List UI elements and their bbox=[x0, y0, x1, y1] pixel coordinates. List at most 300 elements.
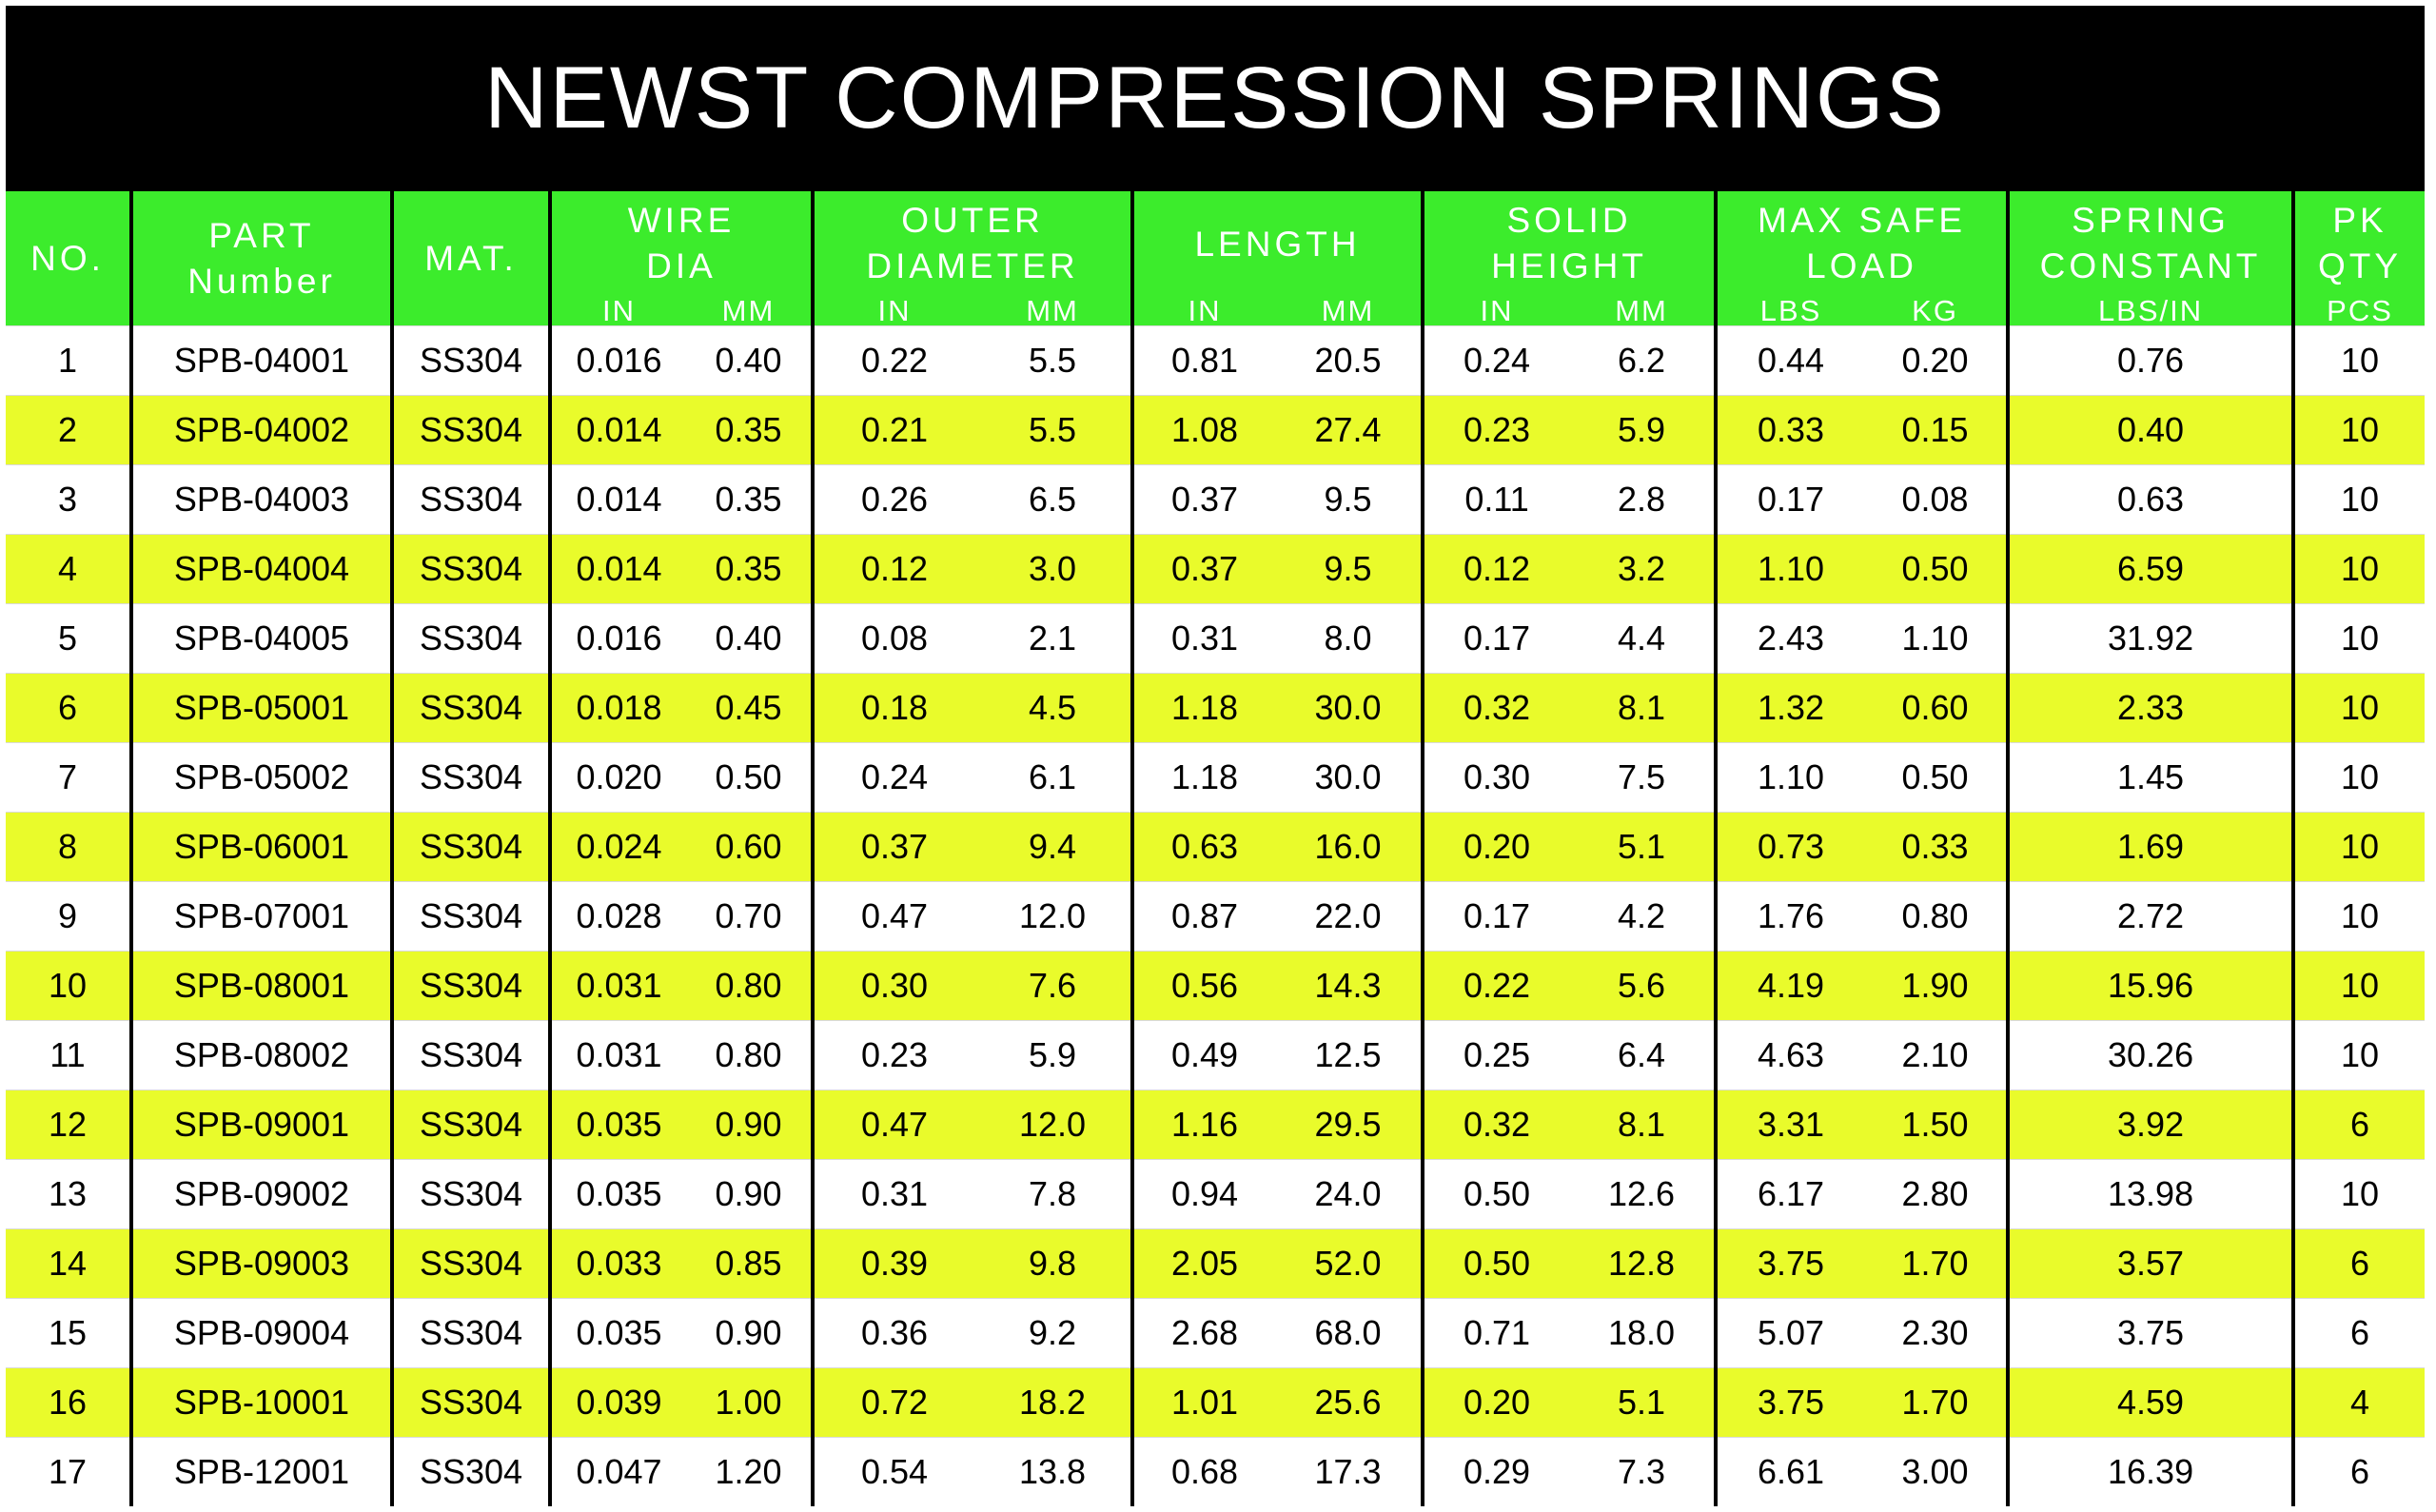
cell-load-lbs: 3.31 bbox=[1716, 1090, 1864, 1160]
cell-solid-mm: 5.1 bbox=[1569, 1368, 1716, 1438]
cell-length-mm: 30.0 bbox=[1275, 743, 1423, 813]
cell-outer-in: 0.36 bbox=[813, 1299, 974, 1368]
cell-outer-mm: 5.5 bbox=[974, 396, 1132, 465]
cell-outer-mm: 5.5 bbox=[974, 326, 1132, 396]
cell-spring-constant: 0.40 bbox=[2008, 396, 2293, 465]
cell-spring-constant: 15.96 bbox=[2008, 952, 2293, 1021]
cell-wire-mm: 0.70 bbox=[686, 882, 813, 952]
cell-part-number: SPB-07001 bbox=[131, 882, 392, 952]
cell-load-lbs: 0.73 bbox=[1716, 813, 1864, 882]
cell-load-kg: 0.80 bbox=[1864, 882, 2008, 952]
cell-wire-mm: 1.00 bbox=[686, 1368, 813, 1438]
cell-solid-in: 0.29 bbox=[1423, 1438, 1569, 1507]
cell-material: SS304 bbox=[392, 1299, 550, 1368]
cell-outer-mm: 18.2 bbox=[974, 1368, 1132, 1438]
cell-wire-mm: 0.90 bbox=[686, 1160, 813, 1229]
cell-part-number: SPB-09003 bbox=[131, 1229, 392, 1299]
cell-part-number: SPB-09004 bbox=[131, 1299, 392, 1368]
cell-length-mm: 27.4 bbox=[1275, 396, 1423, 465]
cell-outer-in: 0.37 bbox=[813, 813, 974, 882]
cell-load-lbs: 1.10 bbox=[1716, 743, 1864, 813]
cell-solid-mm: 4.2 bbox=[1569, 882, 1716, 952]
cell-load-kg: 2.30 bbox=[1864, 1299, 2008, 1368]
cell-no: 6 bbox=[6, 674, 131, 743]
cell-wire-in: 0.020 bbox=[550, 743, 686, 813]
cell-spring-constant: 31.92 bbox=[2008, 604, 2293, 674]
cell-wire-in: 0.024 bbox=[550, 813, 686, 882]
spec-sheet bbox=[6, 6, 2425, 1506]
cell-material: SS304 bbox=[392, 882, 550, 952]
cell-wire-mm: 0.35 bbox=[686, 396, 813, 465]
cell-outer-in: 0.22 bbox=[813, 326, 974, 396]
cell-part-number: SPB-05001 bbox=[131, 674, 392, 743]
cell-length-mm: 12.5 bbox=[1275, 1021, 1423, 1090]
unit-load-lbs: LBS bbox=[1716, 296, 1864, 326]
header-outer-diameter: OUTER DIAMETER bbox=[813, 191, 1132, 296]
table-row bbox=[6, 813, 2425, 882]
cell-outer-in: 0.47 bbox=[813, 882, 974, 952]
cell-spring-constant: 3.57 bbox=[2008, 1229, 2293, 1299]
unit-wire-in: IN bbox=[550, 296, 686, 326]
cell-load-lbs: 0.33 bbox=[1716, 396, 1864, 465]
cell-solid-in: 0.30 bbox=[1423, 743, 1569, 813]
cell-load-kg: 0.15 bbox=[1864, 396, 2008, 465]
cell-spring-constant: 3.92 bbox=[2008, 1090, 2293, 1160]
table-body bbox=[6, 326, 2425, 1507]
unit-length-in: IN bbox=[1132, 296, 1275, 326]
cell-pk-qty: 10 bbox=[2293, 1160, 2425, 1229]
cell-solid-in: 0.17 bbox=[1423, 604, 1569, 674]
cell-load-lbs: 0.17 bbox=[1716, 465, 1864, 535]
cell-part-number: SPB-09002 bbox=[131, 1160, 392, 1229]
cell-length-in: 0.56 bbox=[1132, 952, 1275, 1021]
table-header bbox=[6, 191, 2425, 326]
cell-solid-mm: 3.2 bbox=[1569, 535, 1716, 604]
cell-material: SS304 bbox=[392, 326, 550, 396]
cell-solid-mm: 7.3 bbox=[1569, 1438, 1716, 1507]
cell-length-mm: 24.0 bbox=[1275, 1160, 1423, 1229]
cell-outer-mm: 4.5 bbox=[974, 674, 1132, 743]
cell-no: 1 bbox=[6, 326, 131, 396]
cell-material: SS304 bbox=[392, 396, 550, 465]
cell-part-number: SPB-10001 bbox=[131, 1368, 392, 1438]
cell-length-mm: 9.5 bbox=[1275, 465, 1423, 535]
cell-length-mm: 14.3 bbox=[1275, 952, 1423, 1021]
cell-wire-in: 0.031 bbox=[550, 1021, 686, 1090]
cell-material: SS304 bbox=[392, 1090, 550, 1160]
cell-load-lbs: 1.10 bbox=[1716, 535, 1864, 604]
cell-outer-in: 0.30 bbox=[813, 952, 974, 1021]
cell-outer-mm: 9.8 bbox=[974, 1229, 1132, 1299]
cell-solid-mm: 18.0 bbox=[1569, 1299, 1716, 1368]
cell-material: SS304 bbox=[392, 743, 550, 813]
header-max-safe-load: MAX SAFE LOAD bbox=[1716, 191, 2008, 296]
unit-length-mm: MM bbox=[1275, 296, 1423, 326]
header-wire-dia: WIRE DIA bbox=[550, 191, 813, 296]
cell-pk-qty: 10 bbox=[2293, 326, 2425, 396]
cell-solid-mm: 6.2 bbox=[1569, 326, 1716, 396]
cell-no: 10 bbox=[6, 952, 131, 1021]
cell-wire-in: 0.014 bbox=[550, 535, 686, 604]
cell-material: SS304 bbox=[392, 1229, 550, 1299]
cell-pk-qty: 6 bbox=[2293, 1090, 2425, 1160]
cell-wire-mm: 0.85 bbox=[686, 1229, 813, 1299]
cell-solid-in: 0.22 bbox=[1423, 952, 1569, 1021]
table-row bbox=[6, 1299, 2425, 1368]
cell-pk-qty: 10 bbox=[2293, 743, 2425, 813]
cell-length-in: 0.81 bbox=[1132, 326, 1275, 396]
cell-outer-mm: 9.2 bbox=[974, 1299, 1132, 1368]
cell-no: 9 bbox=[6, 882, 131, 952]
cell-solid-in: 0.50 bbox=[1423, 1229, 1569, 1299]
cell-solid-mm: 12.8 bbox=[1569, 1229, 1716, 1299]
unit-const: LBS/IN bbox=[2008, 296, 2293, 326]
cell-pk-qty: 10 bbox=[2293, 882, 2425, 952]
cell-load-kg: 1.50 bbox=[1864, 1090, 2008, 1160]
unit-load-kg: KG bbox=[1864, 296, 2008, 326]
cell-length-in: 0.94 bbox=[1132, 1160, 1275, 1229]
cell-solid-in: 0.50 bbox=[1423, 1160, 1569, 1229]
cell-wire-mm: 0.90 bbox=[686, 1299, 813, 1368]
cell-solid-in: 0.25 bbox=[1423, 1021, 1569, 1090]
cell-length-mm: 68.0 bbox=[1275, 1299, 1423, 1368]
unit-pk: PCS bbox=[2293, 296, 2425, 326]
cell-outer-mm: 2.1 bbox=[974, 604, 1132, 674]
cell-length-in: 1.18 bbox=[1132, 743, 1275, 813]
spring-spec-table bbox=[6, 191, 2425, 1506]
cell-solid-mm: 5.6 bbox=[1569, 952, 1716, 1021]
cell-part-number: SPB-04002 bbox=[131, 396, 392, 465]
cell-load-kg: 0.20 bbox=[1864, 326, 2008, 396]
cell-part-number: SPB-08002 bbox=[131, 1021, 392, 1090]
cell-spring-constant: 30.26 bbox=[2008, 1021, 2293, 1090]
cell-wire-in: 0.035 bbox=[550, 1160, 686, 1229]
cell-load-lbs: 6.61 bbox=[1716, 1438, 1864, 1507]
table-row bbox=[6, 1021, 2425, 1090]
cell-spring-constant: 0.63 bbox=[2008, 465, 2293, 535]
cell-outer-mm: 5.9 bbox=[974, 1021, 1132, 1090]
cell-length-in: 1.08 bbox=[1132, 396, 1275, 465]
cell-length-mm: 25.6 bbox=[1275, 1368, 1423, 1438]
cell-outer-in: 0.24 bbox=[813, 743, 974, 813]
table-row bbox=[6, 396, 2425, 465]
cell-part-number: SPB-04003 bbox=[131, 465, 392, 535]
cell-outer-in: 0.47 bbox=[813, 1090, 974, 1160]
cell-spring-constant: 0.76 bbox=[2008, 326, 2293, 396]
cell-wire-mm: 0.40 bbox=[686, 604, 813, 674]
table-row bbox=[6, 952, 2425, 1021]
cell-material: SS304 bbox=[392, 674, 550, 743]
cell-length-mm: 17.3 bbox=[1275, 1438, 1423, 1507]
cell-material: SS304 bbox=[392, 465, 550, 535]
cell-length-in: 0.49 bbox=[1132, 1021, 1275, 1090]
cell-wire-mm: 0.80 bbox=[686, 952, 813, 1021]
cell-part-number: SPB-12001 bbox=[131, 1438, 392, 1507]
cell-wire-in: 0.035 bbox=[550, 1299, 686, 1368]
cell-wire-in: 0.047 bbox=[550, 1438, 686, 1507]
cell-solid-mm: 8.1 bbox=[1569, 1090, 1716, 1160]
cell-pk-qty: 6 bbox=[2293, 1229, 2425, 1299]
cell-solid-in: 0.24 bbox=[1423, 326, 1569, 396]
cell-pk-qty: 10 bbox=[2293, 952, 2425, 1021]
cell-outer-mm: 12.0 bbox=[974, 1090, 1132, 1160]
cell-part-number: SPB-05002 bbox=[131, 743, 392, 813]
cell-load-lbs: 1.76 bbox=[1716, 882, 1864, 952]
cell-length-in: 0.63 bbox=[1132, 813, 1275, 882]
cell-length-mm: 29.5 bbox=[1275, 1090, 1423, 1160]
cell-length-in: 0.87 bbox=[1132, 882, 1275, 952]
cell-load-kg: 0.33 bbox=[1864, 813, 2008, 882]
cell-outer-mm: 7.8 bbox=[974, 1160, 1132, 1229]
cell-load-kg: 1.10 bbox=[1864, 604, 2008, 674]
cell-outer-in: 0.54 bbox=[813, 1438, 974, 1507]
table-row bbox=[6, 535, 2425, 604]
cell-no: 3 bbox=[6, 465, 131, 535]
cell-length-in: 2.05 bbox=[1132, 1229, 1275, 1299]
cell-pk-qty: 10 bbox=[2293, 465, 2425, 535]
table-row bbox=[6, 1090, 2425, 1160]
cell-pk-qty: 10 bbox=[2293, 813, 2425, 882]
cell-no: 2 bbox=[6, 396, 131, 465]
cell-spring-constant: 1.45 bbox=[2008, 743, 2293, 813]
cell-wire-mm: 0.50 bbox=[686, 743, 813, 813]
cell-load-lbs: 1.32 bbox=[1716, 674, 1864, 743]
table-row bbox=[6, 465, 2425, 535]
title-bar bbox=[6, 6, 2425, 191]
cell-spring-constant: 3.75 bbox=[2008, 1299, 2293, 1368]
cell-material: SS304 bbox=[392, 1368, 550, 1438]
cell-outer-in: 0.21 bbox=[813, 396, 974, 465]
header-part-number: PART Number bbox=[131, 191, 392, 326]
table-row bbox=[6, 882, 2425, 952]
cell-length-in: 1.01 bbox=[1132, 1368, 1275, 1438]
cell-solid-mm: 2.8 bbox=[1569, 465, 1716, 535]
cell-length-mm: 30.0 bbox=[1275, 674, 1423, 743]
cell-pk-qty: 10 bbox=[2293, 1021, 2425, 1090]
cell-length-mm: 52.0 bbox=[1275, 1229, 1423, 1299]
cell-spring-constant: 1.69 bbox=[2008, 813, 2293, 882]
cell-outer-in: 0.08 bbox=[813, 604, 974, 674]
cell-spring-constant: 6.59 bbox=[2008, 535, 2293, 604]
cell-no: 7 bbox=[6, 743, 131, 813]
cell-solid-in: 0.20 bbox=[1423, 1368, 1569, 1438]
cell-outer-in: 0.39 bbox=[813, 1229, 974, 1299]
cell-part-number: SPB-06001 bbox=[131, 813, 392, 882]
unit-solid-mm: MM bbox=[1569, 296, 1716, 326]
cell-outer-mm: 3.0 bbox=[974, 535, 1132, 604]
cell-load-lbs: 2.43 bbox=[1716, 604, 1864, 674]
cell-solid-in: 0.32 bbox=[1423, 674, 1569, 743]
cell-outer-in: 0.31 bbox=[813, 1160, 974, 1229]
cell-solid-in: 0.11 bbox=[1423, 465, 1569, 535]
cell-material: SS304 bbox=[392, 813, 550, 882]
cell-length-in: 0.31 bbox=[1132, 604, 1275, 674]
cell-length-mm: 16.0 bbox=[1275, 813, 1423, 882]
cell-wire-in: 0.031 bbox=[550, 952, 686, 1021]
cell-load-kg: 0.50 bbox=[1864, 535, 2008, 604]
cell-solid-mm: 8.1 bbox=[1569, 674, 1716, 743]
cell-solid-in: 0.32 bbox=[1423, 1090, 1569, 1160]
cell-solid-in: 0.23 bbox=[1423, 396, 1569, 465]
cell-no: 17 bbox=[6, 1438, 131, 1507]
cell-load-lbs: 5.07 bbox=[1716, 1299, 1864, 1368]
cell-wire-in: 0.018 bbox=[550, 674, 686, 743]
header-solid-height: SOLID HEIGHT bbox=[1423, 191, 1716, 296]
cell-no: 14 bbox=[6, 1229, 131, 1299]
cell-material: SS304 bbox=[392, 1160, 550, 1229]
cell-part-number: SPB-04001 bbox=[131, 326, 392, 396]
cell-wire-in: 0.016 bbox=[550, 326, 686, 396]
cell-material: SS304 bbox=[392, 1021, 550, 1090]
cell-length-mm: 22.0 bbox=[1275, 882, 1423, 952]
cell-outer-in: 0.18 bbox=[813, 674, 974, 743]
cell-wire-in: 0.016 bbox=[550, 604, 686, 674]
header-length: LENGTH bbox=[1132, 191, 1423, 296]
cell-length-in: 0.68 bbox=[1132, 1438, 1275, 1507]
cell-no: 8 bbox=[6, 813, 131, 882]
cell-part-number: SPB-04005 bbox=[131, 604, 392, 674]
cell-wire-mm: 0.35 bbox=[686, 465, 813, 535]
cell-solid-mm: 7.5 bbox=[1569, 743, 1716, 813]
cell-length-mm: 9.5 bbox=[1275, 535, 1423, 604]
table-row bbox=[6, 1368, 2425, 1438]
cell-solid-mm: 12.6 bbox=[1569, 1160, 1716, 1229]
cell-solid-in: 0.20 bbox=[1423, 813, 1569, 882]
cell-load-kg: 3.00 bbox=[1864, 1438, 2008, 1507]
cell-load-kg: 1.90 bbox=[1864, 952, 2008, 1021]
cell-spring-constant: 13.98 bbox=[2008, 1160, 2293, 1229]
cell-wire-in: 0.033 bbox=[550, 1229, 686, 1299]
table-row bbox=[6, 604, 2425, 674]
table-row bbox=[6, 326, 2425, 396]
cell-load-kg: 0.60 bbox=[1864, 674, 2008, 743]
header-pk-qty: PK QTY bbox=[2293, 191, 2425, 296]
unit-solid-in: IN bbox=[1423, 296, 1569, 326]
cell-no: 4 bbox=[6, 535, 131, 604]
cell-load-kg: 2.10 bbox=[1864, 1021, 2008, 1090]
cell-load-lbs: 6.17 bbox=[1716, 1160, 1864, 1229]
cell-outer-mm: 12.0 bbox=[974, 882, 1132, 952]
cell-wire-mm: 0.80 bbox=[686, 1021, 813, 1090]
cell-wire-mm: 0.45 bbox=[686, 674, 813, 743]
cell-part-number: SPB-04004 bbox=[131, 535, 392, 604]
cell-solid-mm: 6.4 bbox=[1569, 1021, 1716, 1090]
cell-load-kg: 2.80 bbox=[1864, 1160, 2008, 1229]
cell-pk-qty: 4 bbox=[2293, 1368, 2425, 1438]
cell-material: SS304 bbox=[392, 952, 550, 1021]
cell-wire-mm: 0.40 bbox=[686, 326, 813, 396]
cell-part-number: SPB-09001 bbox=[131, 1090, 392, 1160]
cell-pk-qty: 10 bbox=[2293, 535, 2425, 604]
cell-wire-in: 0.028 bbox=[550, 882, 686, 952]
cell-solid-mm: 5.9 bbox=[1569, 396, 1716, 465]
cell-load-lbs: 4.63 bbox=[1716, 1021, 1864, 1090]
cell-wire-mm: 0.90 bbox=[686, 1090, 813, 1160]
cell-load-lbs: 4.19 bbox=[1716, 952, 1864, 1021]
header-no: NO. bbox=[6, 191, 131, 326]
cell-spring-constant: 2.72 bbox=[2008, 882, 2293, 952]
cell-pk-qty: 10 bbox=[2293, 604, 2425, 674]
cell-outer-mm: 6.5 bbox=[974, 465, 1132, 535]
cell-no: 12 bbox=[6, 1090, 131, 1160]
table-row bbox=[6, 1438, 2425, 1507]
cell-no: 16 bbox=[6, 1368, 131, 1438]
cell-outer-in: 0.12 bbox=[813, 535, 974, 604]
cell-solid-in: 0.17 bbox=[1423, 882, 1569, 952]
header-material: MAT. bbox=[392, 191, 550, 326]
cell-length-in: 1.16 bbox=[1132, 1090, 1275, 1160]
cell-spring-constant: 2.33 bbox=[2008, 674, 2293, 743]
cell-part-number: SPB-08001 bbox=[131, 952, 392, 1021]
cell-spring-constant: 4.59 bbox=[2008, 1368, 2293, 1438]
cell-wire-in: 0.039 bbox=[550, 1368, 686, 1438]
cell-length-in: 0.37 bbox=[1132, 535, 1275, 604]
cell-outer-in: 0.72 bbox=[813, 1368, 974, 1438]
cell-length-mm: 20.5 bbox=[1275, 326, 1423, 396]
cell-solid-mm: 5.1 bbox=[1569, 813, 1716, 882]
cell-length-in: 0.37 bbox=[1132, 465, 1275, 535]
cell-load-kg: 1.70 bbox=[1864, 1368, 2008, 1438]
cell-solid-mm: 4.4 bbox=[1569, 604, 1716, 674]
cell-outer-in: 0.23 bbox=[813, 1021, 974, 1090]
cell-wire-in: 0.014 bbox=[550, 396, 686, 465]
cell-solid-in: 0.12 bbox=[1423, 535, 1569, 604]
cell-pk-qty: 10 bbox=[2293, 674, 2425, 743]
cell-length-mm: 8.0 bbox=[1275, 604, 1423, 674]
cell-outer-mm: 9.4 bbox=[974, 813, 1132, 882]
cell-load-lbs: 0.44 bbox=[1716, 326, 1864, 396]
cell-load-kg: 0.08 bbox=[1864, 465, 2008, 535]
unit-outer-in: IN bbox=[813, 296, 974, 326]
cell-material: SS304 bbox=[392, 604, 550, 674]
cell-wire-mm: 1.20 bbox=[686, 1438, 813, 1507]
cell-material: SS304 bbox=[392, 535, 550, 604]
page-title: NEWST COMPRESSION SPRINGS bbox=[484, 49, 1946, 147]
cell-material: SS304 bbox=[392, 1438, 550, 1507]
cell-no: 5 bbox=[6, 604, 131, 674]
table-row bbox=[6, 1160, 2425, 1229]
cell-outer-mm: 13.8 bbox=[974, 1438, 1132, 1507]
cell-no: 13 bbox=[6, 1160, 131, 1229]
cell-wire-in: 0.035 bbox=[550, 1090, 686, 1160]
cell-pk-qty: 6 bbox=[2293, 1438, 2425, 1507]
cell-length-in: 1.18 bbox=[1132, 674, 1275, 743]
table-row bbox=[6, 1229, 2425, 1299]
cell-load-kg: 1.70 bbox=[1864, 1229, 2008, 1299]
cell-wire-mm: 0.35 bbox=[686, 535, 813, 604]
cell-solid-in: 0.71 bbox=[1423, 1299, 1569, 1368]
header-spring-constant: SPRING CONSTANT bbox=[2008, 191, 2293, 296]
unit-wire-mm: MM bbox=[686, 296, 813, 326]
cell-outer-mm: 6.1 bbox=[974, 743, 1132, 813]
unit-outer-mm: MM bbox=[974, 296, 1132, 326]
table-row bbox=[6, 743, 2425, 813]
cell-load-lbs: 3.75 bbox=[1716, 1229, 1864, 1299]
cell-no: 11 bbox=[6, 1021, 131, 1090]
cell-length-in: 2.68 bbox=[1132, 1299, 1275, 1368]
table-row bbox=[6, 674, 2425, 743]
cell-wire-mm: 0.60 bbox=[686, 813, 813, 882]
cell-load-lbs: 3.75 bbox=[1716, 1368, 1864, 1438]
cell-no: 15 bbox=[6, 1299, 131, 1368]
cell-pk-qty: 10 bbox=[2293, 396, 2425, 465]
cell-load-kg: 0.50 bbox=[1864, 743, 2008, 813]
cell-outer-in: 0.26 bbox=[813, 465, 974, 535]
cell-outer-mm: 7.6 bbox=[974, 952, 1132, 1021]
cell-wire-in: 0.014 bbox=[550, 465, 686, 535]
cell-spring-constant: 16.39 bbox=[2008, 1438, 2293, 1507]
cell-pk-qty: 6 bbox=[2293, 1299, 2425, 1368]
